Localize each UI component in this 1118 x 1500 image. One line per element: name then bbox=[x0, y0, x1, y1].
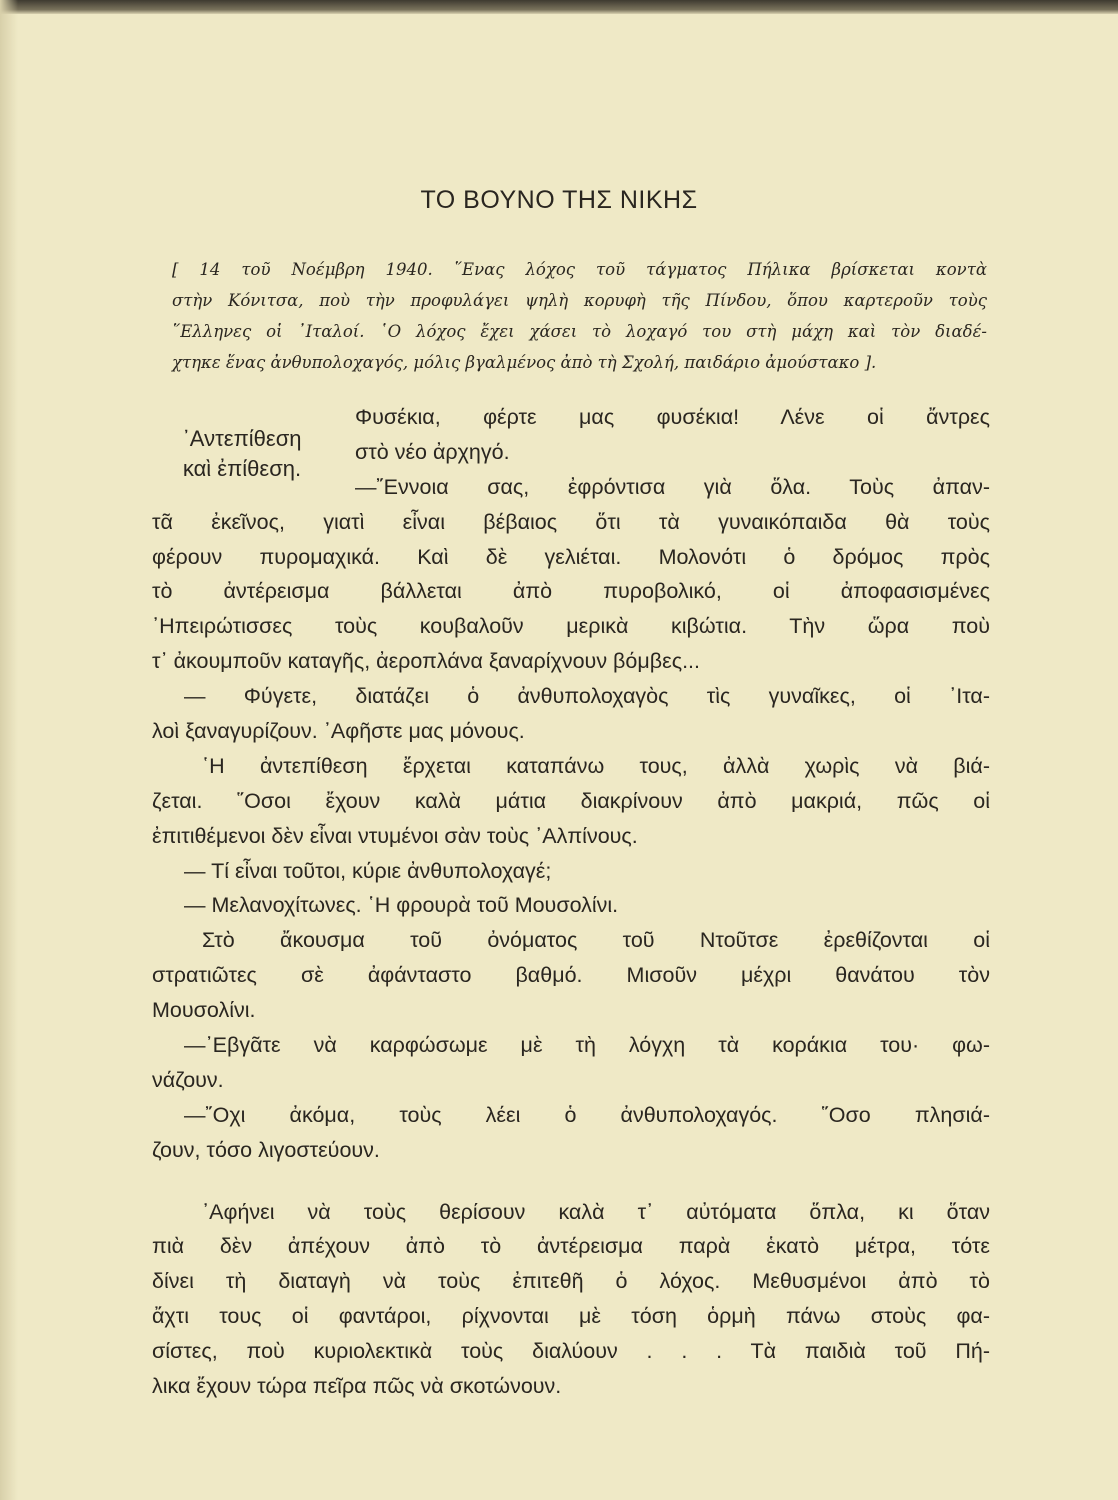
text-line: ῾Η ἀντεπίθεση ἔρχεται καταπάνω τους, ἀλλὰ χωρὶς νὰ βιά- bbox=[202, 753, 990, 778]
text-line: σίστες, ποὺ κυριολεκτικὰ τοὺς διαλύουν . . . Τὰ παιδιὰ τοῦ Πή- bbox=[152, 1339, 990, 1364]
text-line: ᾿Ηπειρώτισσες τοὺς κουβαλοῦν μερικὰ κιβώτια. Τὴν ὥρα ποὺ bbox=[152, 614, 990, 639]
text-line: ἐπιτιθέμενοι δὲν εἶναι ντυμένοι σὰν τοὺς ᾿Αλπίνους. bbox=[152, 823, 638, 848]
text-line: —῎Οχι ἀκόμα, τοὺς λέει ὁ ἀνθυπολοχαγός. ῞Οσο πλησιά- bbox=[184, 1102, 990, 1127]
text-line: ἄχτι τους οἱ φαντάροι, ρίχνονται μὲ τόση ὁρμὴ πάνω στοὺς φα- bbox=[152, 1304, 990, 1329]
intro-note bbox=[172, 254, 987, 378]
sidenote-line: ᾿Αντεπίθεση bbox=[182, 426, 302, 451]
chapter-title: ΤΟ ΒΟΥΝΟ ΤΗΣ ΝΙΚΗΣ bbox=[420, 186, 698, 214]
text-line: —῎Εννοια σας, ἐφρόντισα γιὰ ὅλα. Τοὺς ἀπαν- bbox=[355, 474, 990, 499]
scan-left-shadow bbox=[0, 0, 18, 1500]
text-line: τὸ ἀντέρεισμα βάλλεται ἀπὸ πυροβολικό, οἱ ἀποφασισμένες bbox=[152, 579, 990, 604]
text-line: Μουσολίνι. bbox=[152, 998, 256, 1023]
scan-top-edge bbox=[0, 0, 1118, 14]
text-line: ζεται. ῞Οσοι ἔχουν καλὰ μάτια διακρίνουν ἀπὸ μακριά, πῶς οἱ bbox=[152, 788, 990, 813]
intro-line: [ 14 τοῦ Νοέμβρη 1940. ῞Ενας λόχος τοῦ τάγματος Πήλικα βρίσκεται κοντὰ bbox=[172, 260, 987, 279]
text-line: — Φύγετε, διατάζει ὁ ἀνθυπολοχαγὸς τὶς γυναῖκες, οἱ ᾿Ιτα- bbox=[184, 684, 990, 709]
text-line: νάζουν. bbox=[152, 1067, 224, 1092]
text-line: ᾿Αφήνει νὰ τοὺς θερίσουν καλὰ τ᾿ αὐτόματα ὅπλα, κι ὅταν bbox=[202, 1199, 990, 1224]
intro-line: στὴν Κόνιτσα, ποὺ τὴν προφυλάγει ψηλὴ κορυφὴ τῆς Πίνδου, ὅπου καρτεροῦν τοὺς bbox=[172, 291, 987, 310]
text-line: στρατιῶτες σὲ ἀφάνταστο βαθμό. Μισοῦν μέχρι θανάτου τὸν bbox=[152, 963, 990, 988]
text-line: — Τί εἶναι τοῦτοι, κύριε ἀνθυπολοχαγέ; bbox=[184, 858, 552, 883]
text-line: Φυσέκια, φέρτε μας φυσέκια! Λένε οἱ ἄντρες bbox=[355, 405, 990, 429]
text-line: λικα ἔχουν τώρα πεῖρα πῶς νὰ σκοτώνουν. bbox=[152, 1374, 562, 1399]
intro-line: χτηκε ἕνας ἀνθυπολοχαγός, μόλις βγαλμένος ἀπὸ τὴ Σχολή, παιδάριο ἀμούστακο ]. bbox=[172, 353, 877, 372]
text-line: δίνει τὴ διαταγὴ νὰ τοὺς ἐπιτεθῆ ὁ λόχος. Μεθυσμένοι ἀπὸ τὸ bbox=[152, 1269, 990, 1294]
text-line: — Μελανοχίτωνες. ῾Η φρουρὰ τοῦ Μουσολίνι. bbox=[184, 893, 619, 918]
sidenote-line: καὶ ἐπίθεση. bbox=[182, 456, 302, 481]
intro-line: ῞Ελληνες οἱ ᾿Ιταλοί. ῾Ο λόχος ἔχει χάσει τὸ λοχαγό του στὴ μάχη καὶ τὸν διαδέ- bbox=[172, 322, 987, 341]
text-line: πιὰ δὲν ἀπέχουν ἀπὸ τὸ ἀντέρεισμα παρὰ ἑκατὸ μέτρα, τότε bbox=[152, 1234, 990, 1259]
text-line: —᾿Εβγᾶτε νὰ καρφώσωμε μὲ τὴ λόγχη τὰ κοράκια του· φω- bbox=[184, 1033, 990, 1058]
text-line: Στὸ ἄκουσμα τοῦ ὀνόματος τοῦ Ντοῦτσε ἐρεθίζονται οἱ bbox=[202, 928, 990, 953]
text-line: στὸ νέο ἀρχηγό. bbox=[355, 439, 510, 464]
body-text bbox=[152, 400, 990, 1404]
text-line: τ᾿ ἀκουμποῦν καταγῆς, ἀεροπλάνα ξαναρίχνουν βόμβες... bbox=[152, 649, 700, 674]
text-line: ζουν, τόσο λιγοστεύουν. bbox=[152, 1137, 380, 1162]
text-line: τᾶ ἐκεῖνος, γιατὶ εἶναι βέβαιος ὅτι τὰ γυναικόπαιδα θὰ τοὺς bbox=[152, 509, 990, 534]
text-line: φέρουν πυρομαχικά. Καὶ δὲ γελιέται. Μολονότι ὁ δρόμος πρὸς bbox=[152, 544, 990, 569]
text-line: λοὶ ξαναγυρίζουν. ᾿Αφῆστε μας μόνους. bbox=[152, 719, 525, 744]
